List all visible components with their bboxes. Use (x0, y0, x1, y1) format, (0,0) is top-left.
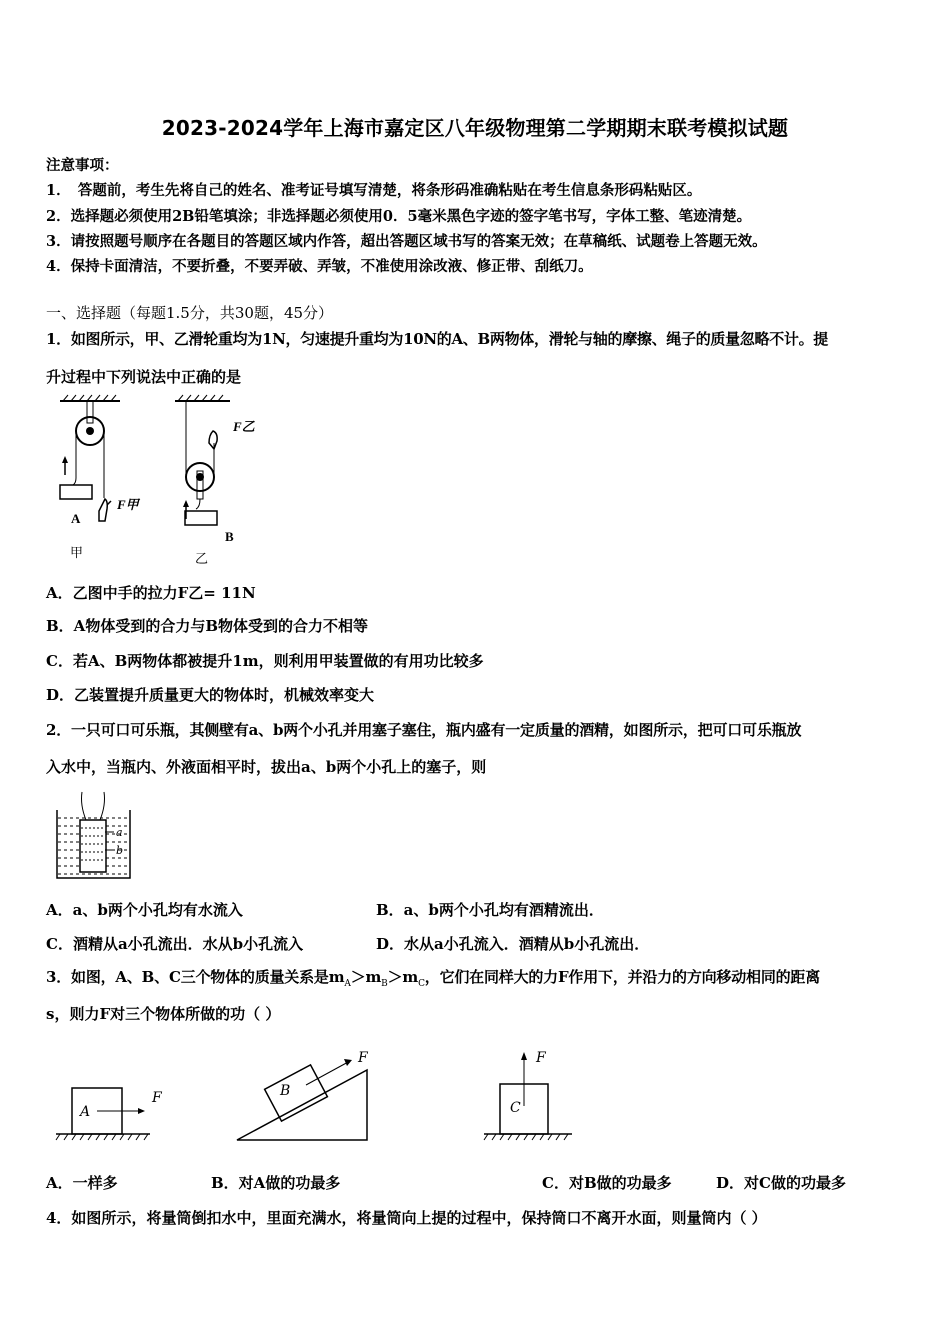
q1-option-c: C．若A、B两物体都被提升1m，则利用甲装置做的有用功比较多 (46, 652, 484, 670)
q3-label-f1: F (152, 1090, 162, 1106)
q2-stem-line1: 2．一只可口可乐瓶，其侧壁有a、b两个小孔并用塞子塞住，瓶内盛有一定质量的酒精，如图所示，把可口可乐瓶放 (46, 721, 802, 739)
q2-option-a: A．a、b两个小孔均有水流入 (46, 901, 243, 919)
q1-option-d: D．乙装置提升质量更大的物体时，机械效率变大 (46, 686, 375, 704)
q1-caption-yi: 乙 (195, 552, 209, 567)
q1-label-fyi: F乙 (233, 419, 255, 434)
q1-stem-line1: 1．如图所示，甲、乙滑轮重均为1N，匀速提升重均为10N的A、B两物体，滑轮与轴的摩擦、绳子的质量忽略不计。提 (46, 330, 828, 348)
q2-option-b: B．a、b两个小孔均有酒精流出． (376, 901, 604, 919)
notice-item: 1． 答题前，考生先将自己的姓名、准考证号填写清楚，将条形码准确粘贴在考生信息条形码粘贴区。 (46, 182, 702, 199)
q1-option-b: B．A物体受到的合力与B物体受到的合力不相等 (46, 617, 368, 635)
q3-option-c: C．对B做的功最多 (542, 1174, 672, 1192)
q2-option-c: C．酒精从a小孔流出．水从b小孔流入 (46, 935, 304, 953)
section-heading: 一、选择题（每题1.5分，共30题，45分） (46, 304, 334, 322)
q1-pulley-figure (55, 393, 255, 568)
q2-bottle-figure (52, 790, 137, 885)
q3-option-a: A．一样多 (46, 1174, 118, 1192)
q2-label-a: a (116, 826, 123, 839)
q3-label-f3: F (536, 1050, 546, 1066)
q1-label-fjia: F甲 (117, 497, 139, 512)
q3-stem-line1: 3．如图，A、B、C三个物体的质量关系是$m_A>m_B>m_C$，它们在同样大的力F作用下，并沿力的方向移动相同的距离 (46, 968, 821, 989)
q4-stem-line1: 4．如图所示，将量筒倒扣水中，里面充满水，将量筒向上提的过程中，保持筒口不离开水面，则量筒内（ ） (46, 1209, 767, 1227)
notice-item: 3．请按照题号顺序在各题目的答题区域内作答，超出答题区域书写的答案无效；在草稿纸、试题卷上答题无效。 (46, 233, 767, 250)
notice-heading: 注意事项： (46, 157, 119, 174)
q1-option-a: A．乙图中手的拉力F乙= 11N (46, 584, 256, 602)
q2-option-d: D．水从a小孔流入．酒精从b小孔流出． (376, 935, 650, 953)
q1-label-b: B (225, 529, 234, 544)
q3-label-b: B (280, 1083, 291, 1099)
q3-option-d: D．对C做的功最多 (716, 1174, 846, 1192)
q3-option-b: B．对A做的功最多 (211, 1174, 341, 1192)
q1-caption-jia: 甲 (70, 546, 84, 561)
q3-label-a: A (80, 1104, 91, 1120)
q3-label-f2: F (358, 1050, 368, 1066)
q2-stem-line2: 入水中，当瓶内、外液面相平时，拔出a、b两个小孔上的塞子，则 (46, 758, 487, 776)
notice-item: 2．选择题必须使用2B铅笔填涂；非选择题必须使用0．5毫米黑色字迹的签字笔书写，字体工整、笔迹清楚。 (46, 208, 752, 225)
q1-label-a: A (71, 511, 81, 526)
q1-stem-line2: 升过程中下列说法中正确的是 (46, 368, 242, 386)
q3-label-c: C (510, 1100, 521, 1116)
q3-stem-line2: s，则力F对三个物体所做的功（ ） (46, 1005, 281, 1023)
page-title: 2023-2024学年上海市嘉定区八年级物理第二学期期末联考模拟试题 (161, 116, 789, 140)
q3-force-figure (52, 1040, 582, 1150)
q2-label-b: b (116, 844, 124, 857)
notice-item: 4．保持卡面清洁，不要折叠，不要弄破、弄皱，不准使用涂改液、修正带、刮纸刀。 (46, 258, 593, 275)
